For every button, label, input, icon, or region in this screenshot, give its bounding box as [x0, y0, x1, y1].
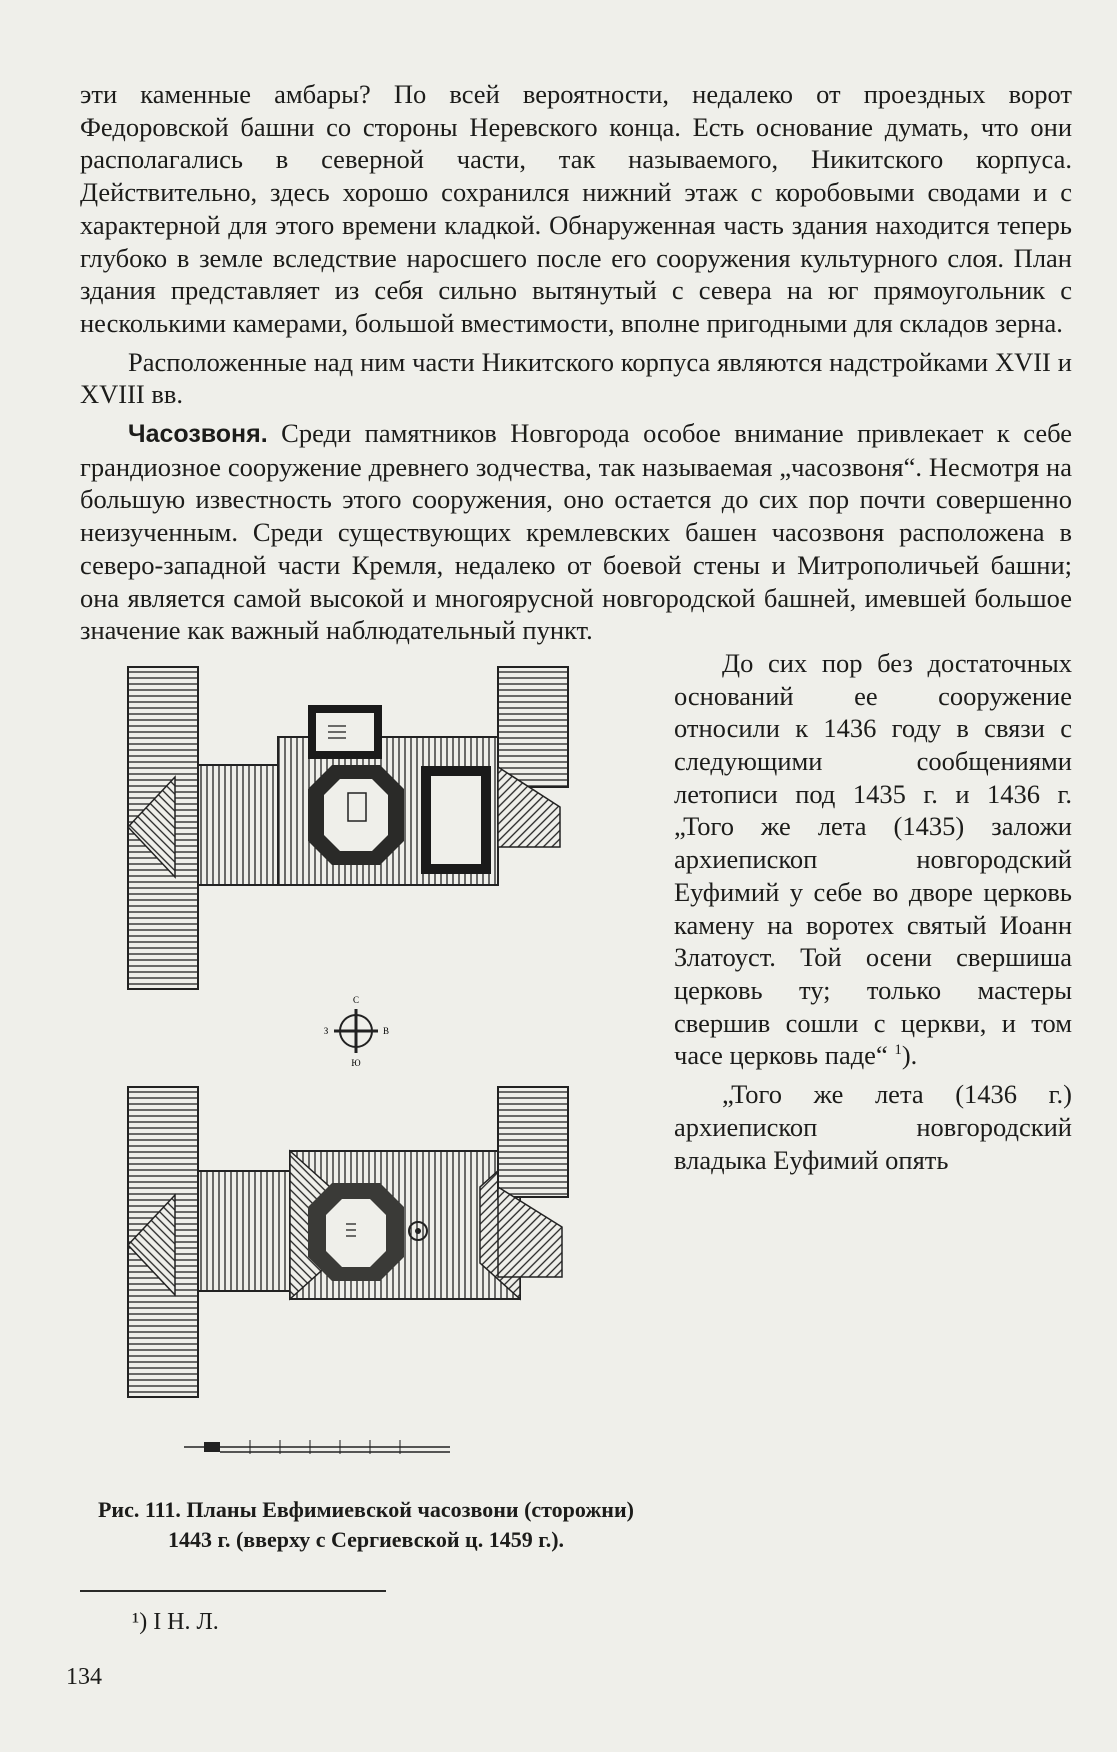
page-number: 134 — [66, 1664, 102, 1690]
upper-plan — [128, 667, 568, 989]
lower-plan — [128, 1087, 568, 1397]
compass-west-label: З — [323, 1025, 329, 1036]
figure-111 — [80, 647, 652, 1597]
compass-north-label: С — [352, 994, 360, 1005]
footnote: ¹) I Н. Л. — [132, 1609, 219, 1635]
floor-plans-drawing — [80, 647, 652, 1497]
paragraph-4-text: До сих пор без достаточных оснований ее сооружение относили к 1436 году в связи с следующими сообщениями летописи под 1435 г. и 1436 г. „Того же лета (1435) заложи архиепископ новгородский Еуфимий у себе во дворе церковь камену на воротех святый Иоанн Златоуст. Той осени свершиша церковь ту; только мастеры свершив сошли с церкви, и том часе церковь паде“ — [674, 647, 1072, 1071]
page — [66, 78, 1073, 1728]
figure-caption: Рис. 111. Планы Евфимиевской часозвони (сторожни) 1443 г. (вверху с Сергиевской ц. 1459 г.). — [97, 1496, 634, 1552]
footnote-reference: 1 — [894, 1042, 902, 1059]
compass-east-label: В — [382, 1025, 390, 1036]
paragraph-3 — [80, 417, 1072, 647]
compass-south-label: Ю — [351, 1057, 361, 1068]
paragraph-5: „Того же лета (1436 г.) архиепископ новгородский владыка Еуфимий опять — [674, 1079, 1072, 1175]
scale-bar — [184, 1440, 450, 1454]
paragraph-1: эти каменные амбары? По всей вероятности, недалеко от проездных ворот Федоровской башни со стороны Неревского конца. Есть основание думать, что они располагались в северной части, так называемого, Никитского корпуса. Действительно, здесь хорошо сохранился нижний этаж с коробовыми сводами и с характерной для этого времени кладкой. Обнаруженная часть здания находится теперь глубоко в земле вследствие наросшего после его сооружения культурного слоя. План здания представляет из себя сильно вытянутый с севера на юг прямоугольник с несколькими камерами, большой вместимости, вполне пригодными для складов зерна. — [80, 79, 1072, 338]
compass-rose — [324, 995, 389, 1068]
footnote-divider — [80, 1590, 386, 1592]
paragraph-3-text: Среди памятников Новгорода особое внимание привлекает к себе грандиозное сооружение древнего зодчества, так называемая „часозвоня“. Несмотря на большую известность этого сооружения, оно остается до сих пор почти совершенно неизученным. Среди существующих кремлевских башен часозвоня расположена в северо-западной части Кремля, недалеко от боевой стены и Митрополичьей башни; она является самой высокой и многоярусной новгородской башней, имевшей большое значение как важный наблюдательный пункт. — [80, 418, 1073, 646]
paragraph-4: До сих пор без достаточных оснований ее сооружение относили к 1436 году в связи с следующими сообщениями летописи под 1435 г. и 1436 г. „Того же лета (1435) заложи архиепископ новгородский Еуфимий у себе во дворе церковь камену на воротех святый Иоанн Златоуст. Той осени свершиша церковь ту; только мастеры свершив сошли с церкви, и том часе церковь паде“ $^1$). — [674, 647, 1072, 1071]
paragraph-2: Расположенные над ним части Никитского корпуса являются надстройками XVII и XVIII вв. — [80, 346, 1072, 410]
section-heading: Часозвоня. — [128, 420, 268, 449]
